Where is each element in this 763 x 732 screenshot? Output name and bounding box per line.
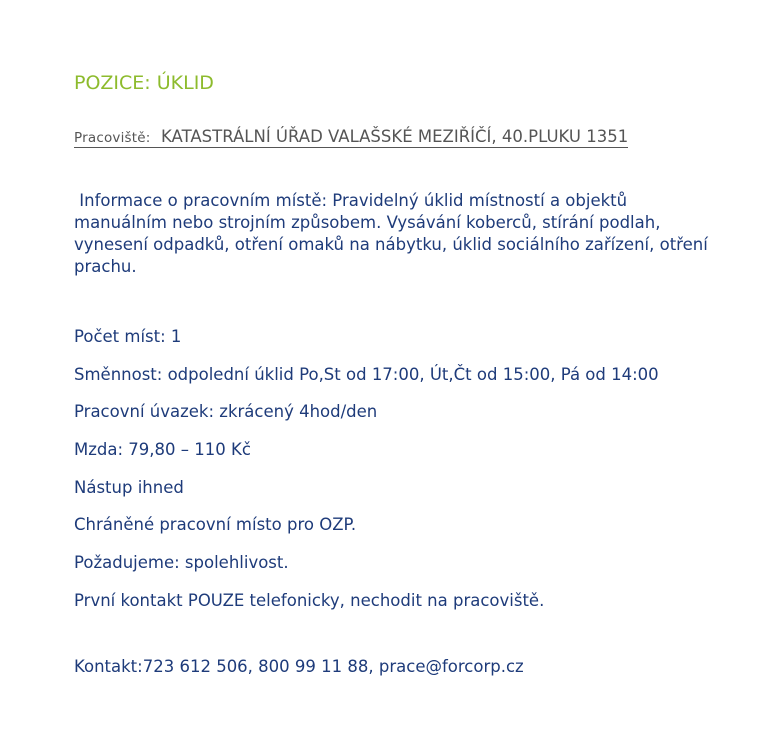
- positions-count: Počet míst: 1: [74, 327, 182, 346]
- job-description: Informace o pracovním místě: Pravidelný úklid místností a objektů manuálním nebo strojním způsobem. Vysávání koberců, stírání podlah, vynesení odpadků, otření omaků na nábytku, úklid sociálního zařízení, otření prachu.: [74, 191, 714, 276]
- contact-info: Kontakt:723 612 506, 800 99 11 88, prace@forcorp.cz: [74, 657, 524, 676]
- start-info: Nástup ihned: [74, 478, 184, 497]
- salary-info: Mzda: 79,80 – 110 Kč: [74, 440, 251, 459]
- shift-info: Směnnost: odpolední úklid Po,St od 17:00, Út,Čt od 15:00, Pá od 14:00: [74, 365, 659, 384]
- workload-info: Pracovní úvazek: zkrácený 4hod/den: [74, 402, 378, 421]
- workplace-line: [74, 127, 628, 148]
- workplace-label: Pracoviště:: [74, 130, 151, 146]
- position-title: POZICE: ÚKLID: [74, 72, 214, 94]
- requirements-info: Požadujeme: spolehlivost.: [74, 553, 289, 572]
- workplace-value: KATASTRÁLNÍ ÚŘAD VALAŠSKÉ MEZIŘÍČÍ, 40.PLUKU 1351: [161, 127, 629, 146]
- protected-workplace-info: Chráněné pracovní místo pro OZP.: [74, 515, 357, 534]
- first-contact-info: První kontakt POUZE telefonicky, nechodit na pracoviště.: [74, 591, 545, 610]
